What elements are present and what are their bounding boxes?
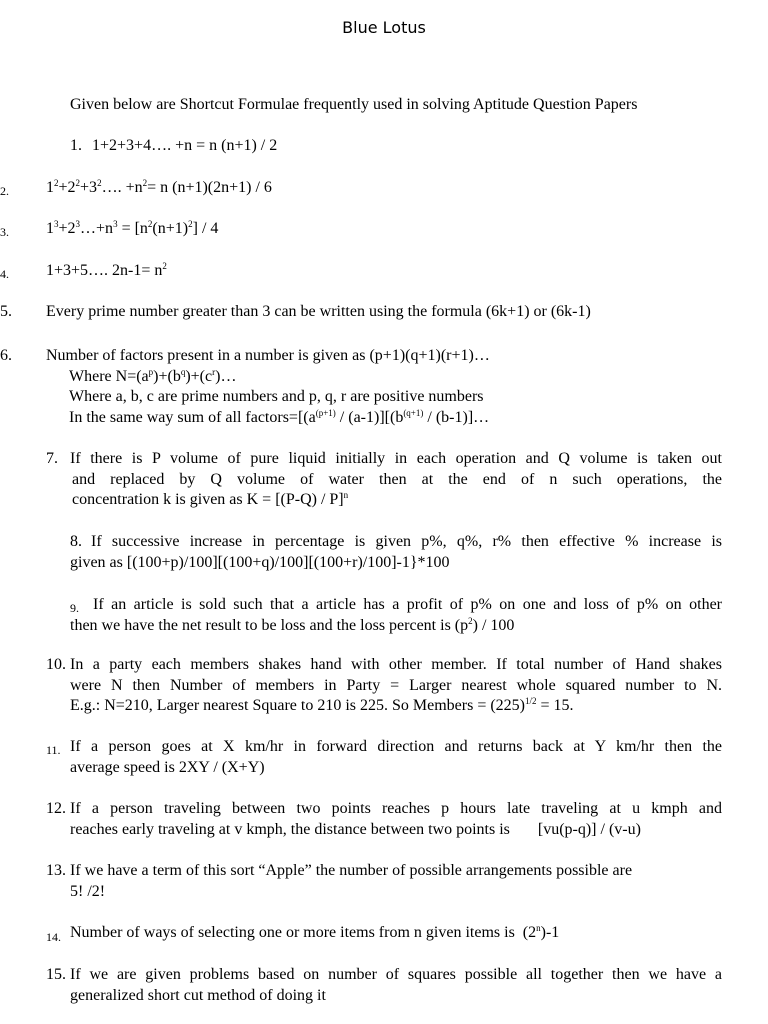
item-12-text: If a person traveling between two points reaches p hours late traveling at u kmph and reaches early traveling at v kmph, the distance between two points is [vu(p-q)] / (v-u): [70, 800, 722, 838]
item-7-number: 7.: [46, 450, 58, 467]
item-2-text: $1^2+2^2+3^2\dots$. $+n^2= n$ (n+1)(2n+1) / 6: [46, 178, 272, 196]
item-14-text: Number of ways of selecting one or more items from n given items is (2$^n$)-1: [70, 923, 560, 941]
item-1-number: 1.: [70, 137, 82, 154]
item-5-text: Every prime number greater than 3 can be written using the formula (6k+1) or (6k-1): [46, 303, 591, 320]
item-9-text: If an article is sold such that a article has a profit of p% on one and loss of p% on other then we have the net result to be loss and the loss percent is $(p^2) / 100$: [70, 596, 722, 634]
item-10-text: In a party each members shakes hand with other member. If total number of Hand shakes were N then Number of members in Party = Larger nearest whole squared number to N. E.g.: N=210, Larger nearest Square to 210 is 225. So Members = $(225)^{1/2} = 15$.: [70, 656, 722, 714]
item-13-text: If we have a term of this sort “Apple” the number of possible arrangements possible are 5! /2!: [70, 862, 633, 900]
item-4-number: 4.: [0, 267, 9, 281]
page-header: Blue Lotus: [342, 18, 426, 37]
item-5-number: 5.: [0, 303, 12, 320]
item-13-number: 13.: [46, 862, 66, 879]
item-8-number: 8.: [70, 533, 82, 550]
item-3-text: $1^3+2^3\dots+n^3 = [n^2(n+1)^2] / 4$: [46, 219, 219, 237]
item-8-text: If successive increase in percentage is given p%, q%, r% then effective % increase is given as [(100+p)/100][(100+q)/100][(100+r)/100]-1}*100: [70, 533, 722, 571]
item-3-number: 3.: [0, 225, 9, 239]
intro-text: Given below are Shortcut Formulae frequently used in solving Aptitude Question Papers: [70, 96, 638, 113]
item-9-number: 9.: [70, 601, 79, 615]
item-4-text: 1+3+5…. $2n-1= n^2$: [46, 261, 167, 279]
item-11-text: If a person goes at X km/hr in forward direction and returns back at Y km/hr then the average speed is 2XY / (X+Y): [70, 738, 722, 776]
item-6-text: Number of factors present in a number is given as (p+1)(q+1)(r+1)… Where $N=(a^p)+(b^q)+(c^r)\dots$ Where a, b, c are prime numbers and p, q, r are positive numbers In the same way sum of all $factors=[(a^{(p+1)} / (a-1)][(b^{(q+1)}$ / (b-1)]…: [46, 347, 490, 426]
item-1-text: 1+2+3+4…. +n = n (n+1) / 2: [92, 137, 278, 154]
item-14-number: 14.: [46, 930, 61, 944]
item-10-number: 10.: [46, 656, 66, 673]
item-15-number: 15.: [46, 966, 66, 983]
item-12-number: 12.: [46, 800, 66, 817]
item-15-text: If we are given problems based on number of squares possible all together then we have a generalized short cut method of doing it: [70, 966, 722, 1004]
item-11-number: 11.: [46, 743, 61, 757]
item-2-number: 2.: [0, 184, 9, 198]
item-7-text: If there is P volume of pure liquid initially in each operation and Q volume is taken out and replaced by Q volume of water then at the end of n such operations, the concentration k is given as K = [(P-Q) / P]$^n$: [70, 450, 722, 508]
item-6-number: 6.: [0, 347, 12, 364]
